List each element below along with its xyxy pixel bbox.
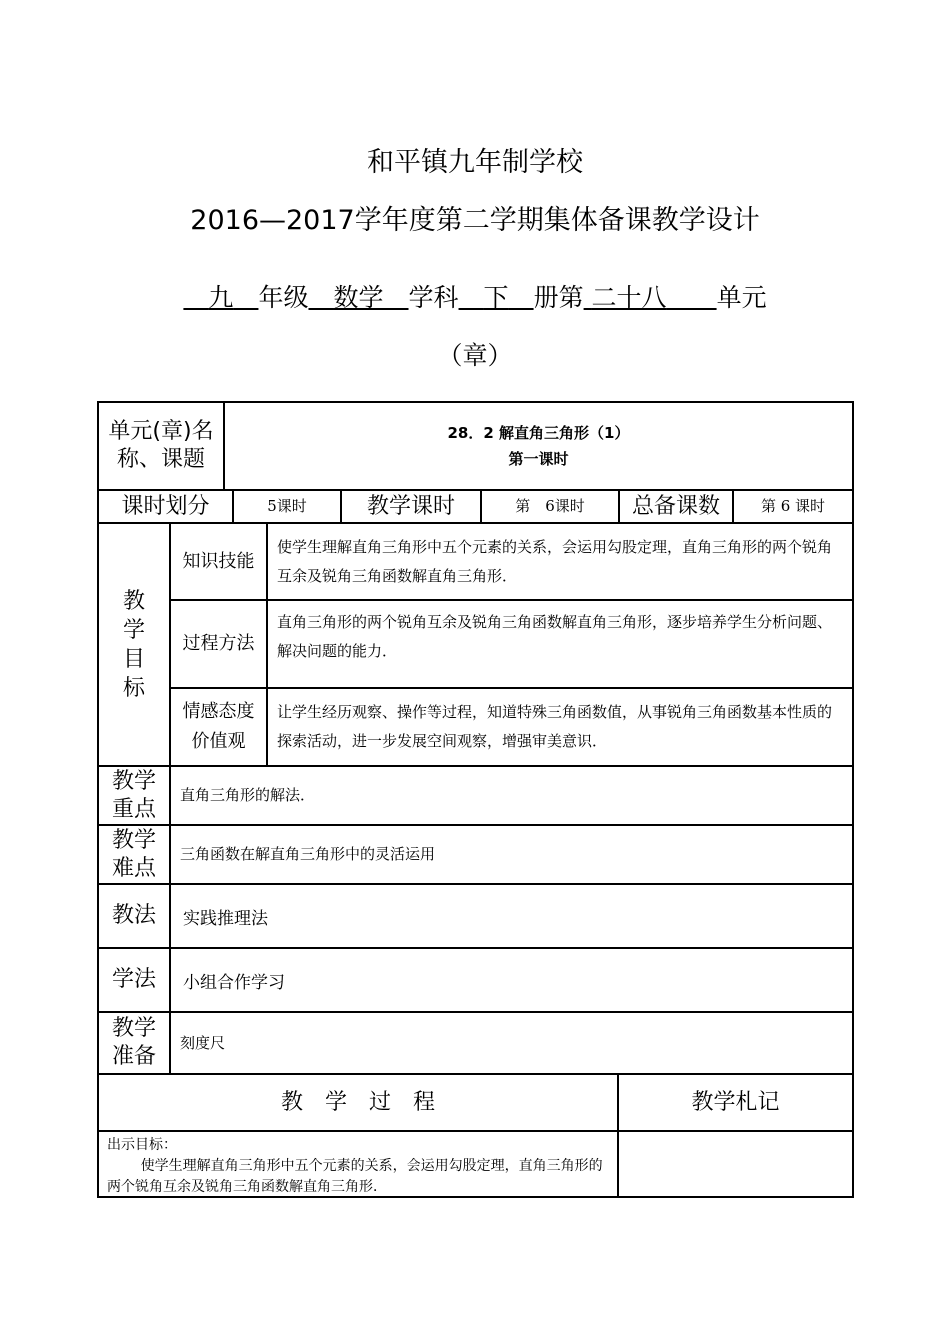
volume-label: 册第: [533, 283, 584, 312]
prep-text: 刻度尺: [180, 1033, 226, 1052]
objective-text-knowledge: 使学生理解直角三角形中五个元素的关系，会运用勾股定理，直角三角形的两个锐角互余及锐角三角函数解直角三角形．: [277, 537, 833, 585]
difficulties-text: 三角函数在解直角三角形中的灵活运用: [180, 845, 436, 863]
key-points-label: 教学重点: [111, 768, 156, 822]
teaching-period-label: 教学课时: [366, 493, 455, 519]
unit-label: 单元: [716, 283, 767, 312]
school-name: 和平镇九年制学校: [367, 147, 583, 178]
prep-label: 教学准备: [111, 1016, 156, 1069]
subject-label: 学科: [408, 283, 459, 312]
subject-value: 数学: [333, 283, 384, 312]
volume-value: 下: [483, 283, 509, 312]
learning-label: 学法: [111, 967, 156, 992]
grade-line: [0, 278, 950, 314]
method-label: 教法: [111, 903, 156, 928]
objective-label-attitude: 情感态度价值观: [182, 701, 255, 752]
objective-label-process: 过程方法: [182, 633, 255, 654]
objective-label-knowledge: 知识技能: [182, 550, 255, 572]
period-division-value: 5课时: [267, 497, 307, 515]
objective-text-process: 直角三角形的两个锐角互余及锐角三角函数解直角三角形，逐步培养学生分析问题、解决问题的能力．: [277, 613, 833, 660]
objective-text-attitude: 让学生经历观察、操作等过程，知道特殊三角函数值，从事锐角三角函数基本性质的探索活动，进一步发展空间观察，增强审美意识．: [277, 703, 833, 750]
grade-label: 年级: [258, 283, 309, 312]
grade-value: 九: [208, 283, 234, 312]
row-divider: [97, 1130, 854, 1132]
period-division-label: 课时划分: [121, 493, 210, 519]
lesson-plan-table: [97, 401, 854, 1198]
column-divider: [852, 401, 854, 1198]
key-points-text: 直角三角形的解法．: [180, 786, 316, 804]
lesson-title-cell: [225, 403, 852, 489]
total-periods-label: 总备课数: [631, 493, 720, 519]
objectives-label: 教学目标: [122, 588, 145, 701]
chapter-label: （章）: [437, 341, 513, 370]
lesson-title: 28．2 解直角三角形（1）: [447, 424, 630, 442]
objectives-label-cell: [99, 524, 169, 765]
process-label: 教 学 过 程: [280, 1089, 435, 1115]
process-heading: 出示目标：: [107, 1137, 177, 1153]
plan-title: 2016—2017学年度第二学期集体备课教学设计: [190, 205, 760, 236]
notes-label: 教学札记: [691, 1089, 780, 1115]
lesson-period: 第一课时: [508, 450, 569, 468]
process-text: 使学生理解直角三角形中五个元素的关系，会运用勾股定理，直角三角形的两个锐角互余及锐角三角函数解直角三角形．: [107, 1158, 603, 1195]
unit-name-label: 单元(章)名称、课题: [108, 419, 214, 472]
total-periods-value: 第 6 课时: [760, 497, 826, 515]
method-text: 实践推理法: [183, 908, 268, 929]
process-content: [107, 1135, 611, 1198]
learning-text: 小组合作学习: [183, 972, 285, 993]
unit-value: 二十八: [591, 283, 667, 312]
difficulties-label: 教学难点: [111, 827, 156, 881]
teaching-period-value: 第 6课时: [515, 497, 585, 515]
